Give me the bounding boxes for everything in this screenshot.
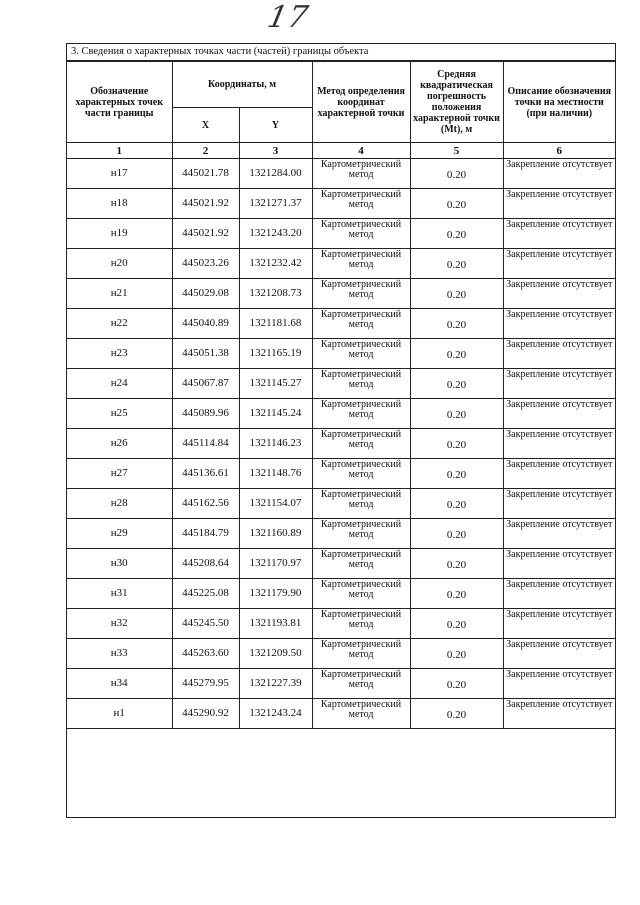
point-cell: н18: [67, 189, 172, 219]
description-cell: Закрепление отсутствует: [503, 699, 615, 729]
y-cell: 1321146.23: [239, 429, 312, 459]
y-cell: 1321154.07: [239, 489, 312, 519]
y-cell: 1321208.73: [239, 279, 312, 309]
point-cell: н21: [67, 279, 172, 309]
table-row: [67, 369, 615, 399]
method-cell: Картометрический метод: [312, 699, 410, 729]
table-row: [67, 309, 615, 339]
description-cell: Закрепление отсутствует: [503, 669, 615, 699]
description-cell: Закрепление отсутствует: [503, 609, 615, 639]
method-cell: Картометрический метод: [312, 429, 410, 459]
header-y: Y: [239, 108, 312, 143]
column-number: 1: [67, 143, 172, 159]
mt-cell: 0.20: [410, 219, 503, 249]
method-cell: Картометрический метод: [312, 579, 410, 609]
description-cell: Закрепление отсутствует: [503, 189, 615, 219]
y-cell: 1321170.97: [239, 549, 312, 579]
description-cell: Закрепление отсутствует: [503, 489, 615, 519]
table-row: [67, 219, 615, 249]
x-cell: 445051.38: [172, 339, 239, 369]
y-cell: 1321243.24: [239, 699, 312, 729]
point-cell: н23: [67, 339, 172, 369]
x-cell: 445114.84: [172, 429, 239, 459]
table-row: [67, 579, 615, 609]
header-error: Средняя квадратическая погрешность положения характерной точки (Mt), м: [410, 62, 503, 143]
table-row: [67, 159, 615, 189]
description-cell: Закрепление отсутствует: [503, 639, 615, 669]
point-cell: н26: [67, 429, 172, 459]
x-cell: 445067.87: [172, 369, 239, 399]
header-method: Метод определения координат характерной точки: [312, 62, 410, 143]
method-cell: Картометрический метод: [312, 549, 410, 579]
x-cell: 445021.92: [172, 219, 239, 249]
mt-cell: 0.20: [410, 189, 503, 219]
y-cell: 1321148.76: [239, 459, 312, 489]
column-number: 5: [410, 143, 503, 159]
y-cell: 1321165.19: [239, 339, 312, 369]
column-number: 6: [503, 143, 615, 159]
table-row: [67, 429, 615, 459]
table-row: [67, 339, 615, 369]
point-cell: н28: [67, 489, 172, 519]
mt-cell: 0.20: [410, 459, 503, 489]
mt-cell: 0.20: [410, 549, 503, 579]
point-cell: н29: [67, 519, 172, 549]
point-cell: н25: [67, 399, 172, 429]
method-cell: Картометрический метод: [312, 369, 410, 399]
mt-cell: 0.20: [410, 309, 503, 339]
mt-cell: 0.20: [410, 339, 503, 369]
description-cell: Закрепление отсутствует: [503, 429, 615, 459]
header-coordinates: Координаты, м: [172, 62, 312, 108]
method-cell: Картометрический метод: [312, 519, 410, 549]
point-cell: н1: [67, 699, 172, 729]
method-cell: Картометрический метод: [312, 399, 410, 429]
x-cell: 445290.92: [172, 699, 239, 729]
header-description: Описание обозначения точки на местности (при наличии): [503, 62, 615, 143]
table-row: [67, 669, 615, 699]
table-row: [67, 519, 615, 549]
y-cell: 1321284.00: [239, 159, 312, 189]
point-cell: н20: [67, 249, 172, 279]
y-cell: 1321145.27: [239, 369, 312, 399]
header-x: X: [172, 108, 239, 143]
x-cell: 445208.64: [172, 549, 239, 579]
header-designation: Обозначение характерных точек части границы: [67, 62, 172, 143]
x-cell: 445021.92: [172, 189, 239, 219]
mt-cell: 0.20: [410, 489, 503, 519]
description-cell: Закрепление отсутствует: [503, 279, 615, 309]
y-cell: 1321209.50: [239, 639, 312, 669]
y-cell: 1321145.24: [239, 399, 312, 429]
method-cell: Картометрический метод: [312, 669, 410, 699]
x-cell: 445089.96: [172, 399, 239, 429]
point-cell: н19: [67, 219, 172, 249]
x-cell: 445279.95: [172, 669, 239, 699]
description-cell: Закрепление отсутствует: [503, 459, 615, 489]
section-title: 3. Сведения о характерных точках части (частей) границы объекта: [67, 44, 615, 61]
y-cell: 1321227.39: [239, 669, 312, 699]
column-number: 3: [239, 143, 312, 159]
mt-cell: 0.20: [410, 279, 503, 309]
mt-cell: 0.20: [410, 699, 503, 729]
method-cell: Картометрический метод: [312, 639, 410, 669]
y-cell: 1321160.89: [239, 519, 312, 549]
point-cell: н33: [67, 639, 172, 669]
table-row: [67, 399, 615, 429]
description-cell: Закрепление отсутствует: [503, 309, 615, 339]
x-cell: 445184.79: [172, 519, 239, 549]
mt-cell: 0.20: [410, 369, 503, 399]
column-number: 4: [312, 143, 410, 159]
description-cell: Закрепление отсутствует: [503, 519, 615, 549]
document-frame: [66, 43, 616, 818]
x-cell: 445263.60: [172, 639, 239, 669]
description-cell: Закрепление отсутствует: [503, 399, 615, 429]
table-row: [67, 189, 615, 219]
point-cell: н32: [67, 609, 172, 639]
x-cell: 445136.61: [172, 459, 239, 489]
method-cell: Картометрический метод: [312, 489, 410, 519]
method-cell: Картометрический метод: [312, 279, 410, 309]
point-cell: н31: [67, 579, 172, 609]
mt-cell: 0.20: [410, 429, 503, 459]
method-cell: Картометрический метод: [312, 459, 410, 489]
mt-cell: 0.20: [410, 249, 503, 279]
y-cell: 1321271.37: [239, 189, 312, 219]
mt-cell: 0.20: [410, 609, 503, 639]
mt-cell: 0.20: [410, 159, 503, 189]
x-cell: 445023.26: [172, 249, 239, 279]
column-number: 2: [172, 143, 239, 159]
table-row: [67, 639, 615, 669]
y-cell: 1321193.81: [239, 609, 312, 639]
point-cell: н27: [67, 459, 172, 489]
method-cell: Картометрический метод: [312, 159, 410, 189]
table-row: [67, 489, 615, 519]
method-cell: Картометрический метод: [312, 309, 410, 339]
mt-cell: 0.20: [410, 399, 503, 429]
table-row: [67, 699, 615, 729]
mt-cell: 0.20: [410, 579, 503, 609]
description-cell: Закрепление отсутствует: [503, 249, 615, 279]
method-cell: Картометрический метод: [312, 339, 410, 369]
method-cell: Картометрический метод: [312, 219, 410, 249]
x-cell: 445245.50: [172, 609, 239, 639]
point-cell: н22: [67, 309, 172, 339]
table-row: [67, 549, 615, 579]
y-cell: 1321232.42: [239, 249, 312, 279]
method-cell: Картометрический метод: [312, 189, 410, 219]
point-cell: н34: [67, 669, 172, 699]
point-cell: н17: [67, 159, 172, 189]
points-table: [67, 61, 615, 729]
point-cell: н24: [67, 369, 172, 399]
mt-cell: 0.20: [410, 519, 503, 549]
description-cell: Закрепление отсутствует: [503, 549, 615, 579]
x-cell: 445225.08: [172, 579, 239, 609]
method-cell: Картометрический метод: [312, 249, 410, 279]
point-cell: н30: [67, 549, 172, 579]
description-cell: Закрепление отсутствует: [503, 369, 615, 399]
x-cell: 445040.89: [172, 309, 239, 339]
x-cell: 445029.08: [172, 279, 239, 309]
table-row: [67, 249, 615, 279]
description-cell: Закрепление отсутствует: [503, 159, 615, 189]
y-cell: 1321243.20: [239, 219, 312, 249]
y-cell: 1321179.90: [239, 579, 312, 609]
mt-cell: 0.20: [410, 669, 503, 699]
table-row: [67, 459, 615, 489]
table-row: [67, 609, 615, 639]
description-cell: Закрепление отсутствует: [503, 219, 615, 249]
page-number: 17: [264, 0, 312, 35]
mt-cell: 0.20: [410, 639, 503, 669]
x-cell: 445162.56: [172, 489, 239, 519]
table-row: [67, 279, 615, 309]
description-cell: Закрепление отсутствует: [503, 579, 615, 609]
y-cell: 1321181.68: [239, 309, 312, 339]
description-cell: Закрепление отсутствует: [503, 339, 615, 369]
method-cell: Картометрический метод: [312, 609, 410, 639]
x-cell: 445021.78: [172, 159, 239, 189]
